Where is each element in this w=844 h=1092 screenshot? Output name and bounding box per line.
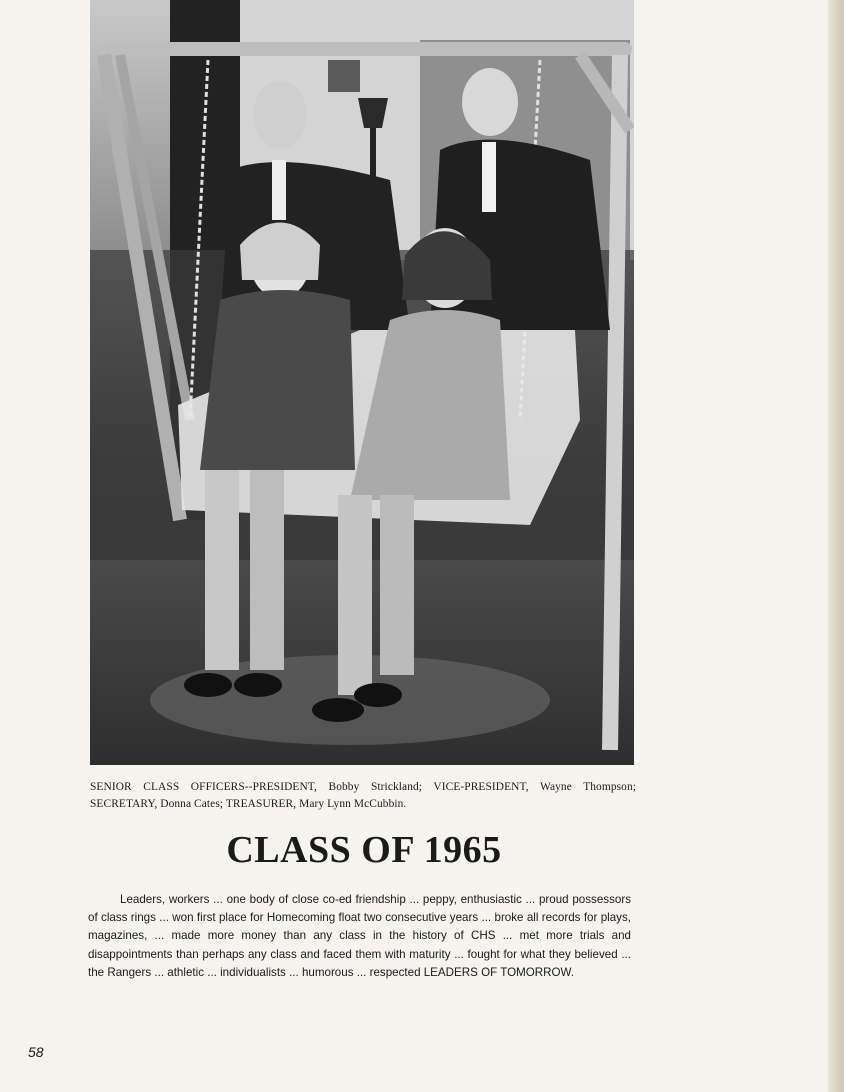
photo-caption: SENIOR CLASS OFFICERS--PRESIDENT, Bobby Strickland; VICE-PRESIDENT, Wayne Thompson; SECRETARY, Donna Cates; TREASURER, Mary Lynn McCubbin. [90,781,636,810]
class-description: Leaders, workers ... one body of close co-ed friendship ... peppy, enthusiastic ... proud possessors of class rings ... won first place for Homecoming float two consecutive years ... broke all records for plays, magazines, ... made more money than any class in the history of CHS ... met more trials and disappointments than perhaps any class and faced them with maturity ... fought for what they believed ... the Rangers ... athletic ... individualists ... humorous ... respected LEADERS OF TOMORROW. [88,893,631,979]
class-officers-photo [90,0,634,765]
page-number: 58 [28,1044,44,1060]
page-edge-shadow [828,0,844,1092]
page-title: CLASS OF 1965 [226,829,502,871]
